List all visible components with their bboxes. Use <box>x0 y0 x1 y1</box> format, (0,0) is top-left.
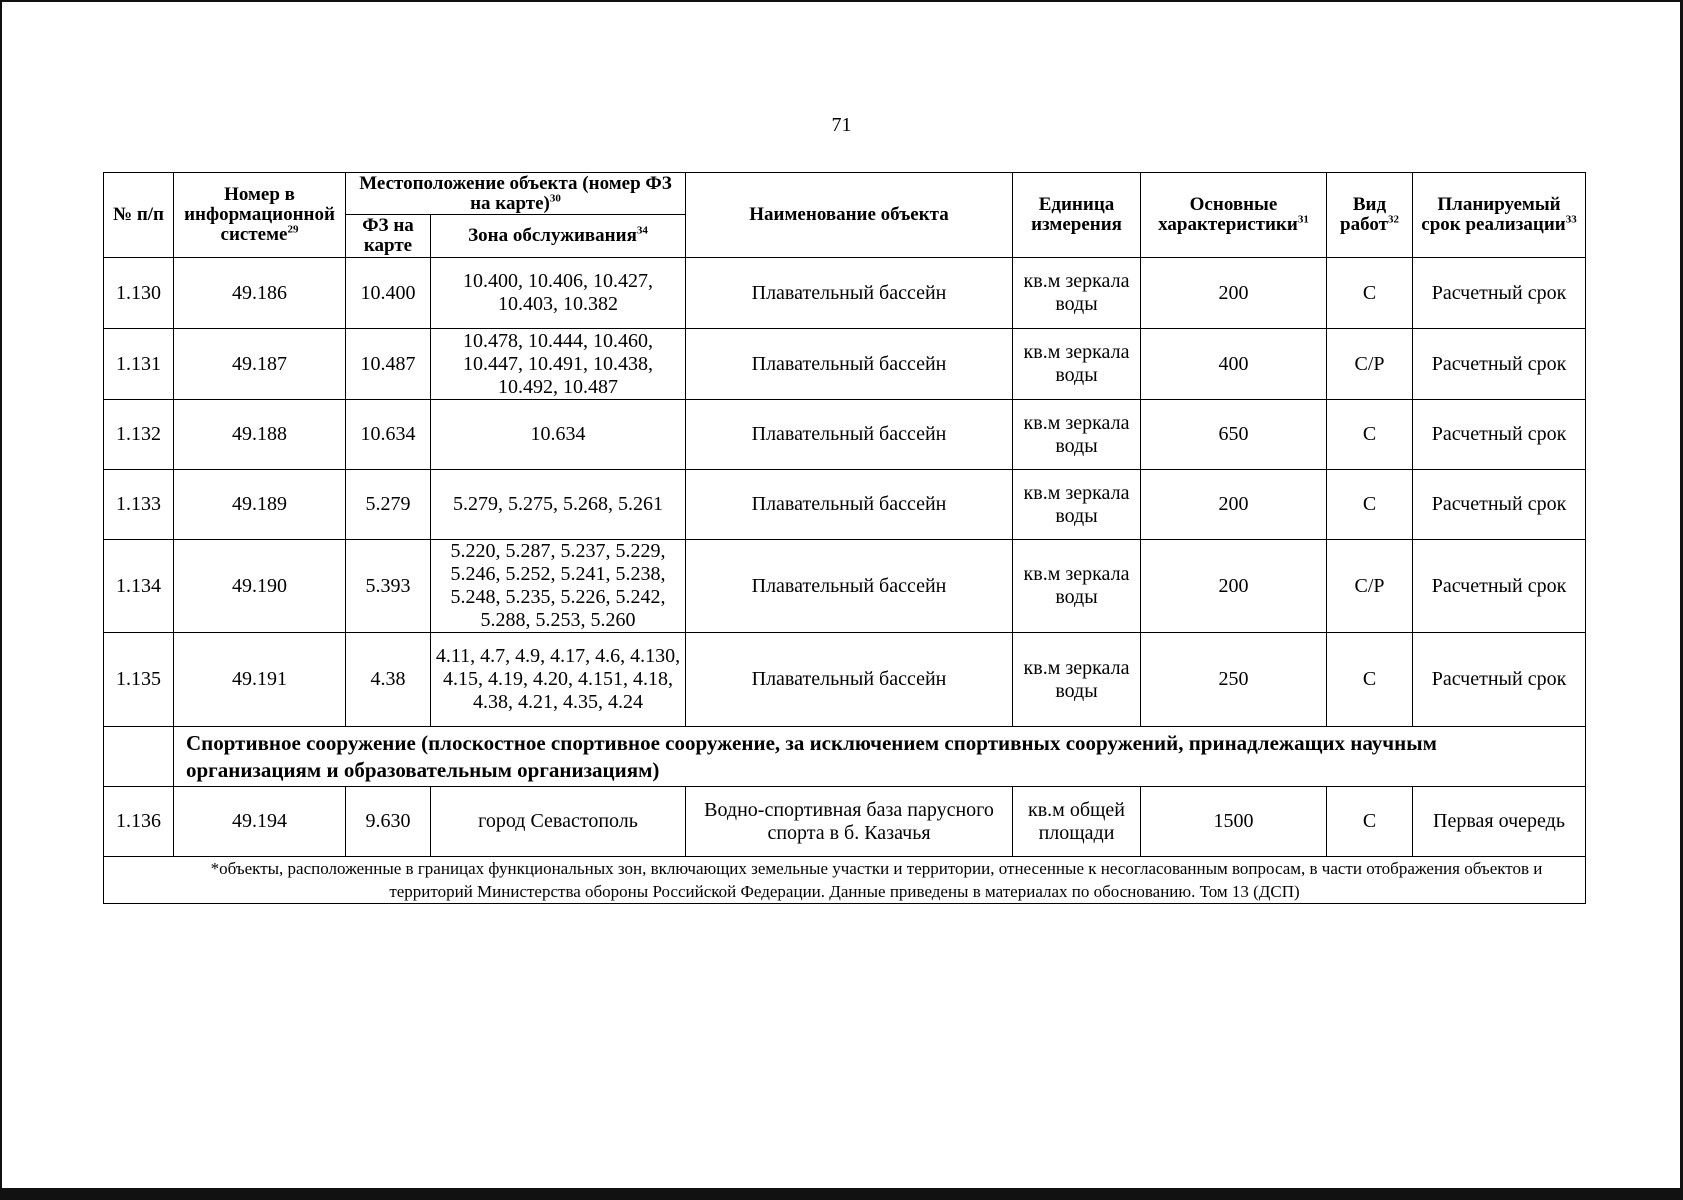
row-name: Плавательный бассейн <box>686 400 1013 470</box>
row-info-number: 49.191 <box>174 633 346 727</box>
row-zone: 10.400, 10.406, 10.427, 10.403, 10.382 <box>431 258 686 329</box>
table-row <box>104 329 1586 400</box>
row-fz: 4.38 <box>346 633 431 727</box>
row-name: Плавательный бассейн <box>686 470 1013 540</box>
table-row <box>104 787 1586 857</box>
row-name: Плавательный бассейн <box>686 258 1013 329</box>
row-num: 1.132 <box>104 400 174 470</box>
row-work-type: С <box>1327 787 1413 857</box>
row-info-number: 49.186 <box>174 258 346 329</box>
page-number: 71 <box>831 114 852 136</box>
scan-border-left <box>0 0 2 1200</box>
row-fz: 10.487 <box>346 329 431 400</box>
row-value: 400 <box>1141 329 1327 400</box>
header-fz: ФЗ на карте <box>346 215 431 258</box>
row-fz: 5.279 <box>346 470 431 540</box>
row-work-type: С <box>1327 258 1413 329</box>
row-term: Расчетный срок <box>1413 258 1586 329</box>
header-info-system: Номер в информационной системе$^{29}$ <box>174 173 346 258</box>
row-unit: кв.м зеркала воды <box>1013 633 1141 727</box>
row-zone: 5.220, 5.287, 5.237, 5.229, 5.246, 5.252, 5.241, 5.238, 5.248, 5.235, 5.226, 5.242, 5.288, 5.253, 5.260 <box>431 540 686 633</box>
row-zone: 10.478, 10.444, 10.460, 10.447, 10.491, 10.438, 10.492, 10.487 <box>431 329 686 400</box>
table-row <box>104 540 1586 633</box>
row-value: 250 <box>1141 633 1327 727</box>
section-empty-cell <box>104 727 174 787</box>
header-characteristics: Основные характеристики$^{31}$ <box>1141 173 1327 258</box>
row-fz: 10.400 <box>346 258 431 329</box>
row-num: 1.133 <box>104 470 174 540</box>
header-work-type: Вид работ$^{32}$ <box>1327 173 1413 258</box>
row-fz: 10.634 <box>346 400 431 470</box>
row-value: 1500 <box>1141 787 1327 857</box>
header-unit: Единица измерения <box>1013 173 1141 258</box>
row-term: Расчетный срок <box>1413 540 1586 633</box>
table-row <box>104 258 1586 329</box>
row-zone: 4.11, 4.7, 4.9, 4.17, 4.6, 4.130, 4.15, 4.19, 4.20, 4.151, 4.18, 4.38, 4.21, 4.35, 4.24 <box>431 633 686 727</box>
footnote <box>104 857 1586 904</box>
row-unit: кв.м зеркала воды <box>1013 329 1141 400</box>
row-work-type: С <box>1327 633 1413 727</box>
row-num: 1.130 <box>104 258 174 329</box>
header-name: Наименование объекта <box>686 173 1013 258</box>
row-value: 650 <box>1141 400 1327 470</box>
row-term: Расчетный срок <box>1413 633 1586 727</box>
row-term: Расчетный срок <box>1413 400 1586 470</box>
row-zone: 10.634 <box>431 400 686 470</box>
row-work-type: С <box>1327 470 1413 540</box>
row-fz: 5.393 <box>346 540 431 633</box>
header-zone: Зона обслуживания$^{34}$ <box>431 215 686 258</box>
table-row <box>104 633 1586 727</box>
row-num: 1.134 <box>104 540 174 633</box>
row-info-number: 49.189 <box>174 470 346 540</box>
row-num: 1.135 <box>104 633 174 727</box>
row-zone: город Севастополь <box>431 787 686 857</box>
header-location: Местоположение объекта (номер ФЗ на карте)$^{30}$ <box>346 173 686 215</box>
row-name: Плавательный бассейн <box>686 540 1013 633</box>
footnote-text: *объекты, расположенные в границах функциональных зон, включающих земельные участки и территории, отнесенные к несогласованным вопросам, в части отображения объектов и территорий Министерства обороны Российской Федерации. Данные приведены в материалах по обоснованию. Том 13 (ДСП) <box>210 859 1543 901</box>
row-value: 200 <box>1141 470 1327 540</box>
row-name: Водно-спортивная база парусного спорта в б. Казачья <box>686 787 1013 857</box>
row-work-type: С <box>1327 400 1413 470</box>
scan-border-bottom <box>0 1188 1683 1200</box>
row-work-type: С/Р <box>1327 540 1413 633</box>
row-fz: 9.630 <box>346 787 431 857</box>
table-row <box>104 400 1586 470</box>
section-header-row <box>104 727 1586 787</box>
footnote-row <box>104 857 1586 904</box>
row-value: 200 <box>1141 540 1327 633</box>
row-info-number: 49.190 <box>174 540 346 633</box>
row-unit: кв.м общей площади <box>1013 787 1141 857</box>
row-unit: кв.м зеркала воды <box>1013 400 1141 470</box>
row-unit: кв.м зеркала воды <box>1013 540 1141 633</box>
row-info-number: 49.194 <box>174 787 346 857</box>
row-num: 1.131 <box>104 329 174 400</box>
header-term: Планируемый срок реализации$^{33}$ <box>1413 173 1586 258</box>
row-value: 200 <box>1141 258 1327 329</box>
section-title: Спортивное сооружение (плоскостное спортивное сооружение, за исключением спортивных сооружений, принадлежащих научным организациям и образовательным организациям) <box>174 727 1586 787</box>
row-term: Расчетный срок <box>1413 329 1586 400</box>
row-term: Первая очередь <box>1413 787 1586 857</box>
row-num: 1.136 <box>104 787 174 857</box>
header-num: № п/п <box>104 173 174 258</box>
row-unit: кв.м зеркала воды <box>1013 258 1141 329</box>
row-name: Плавательный бассейн <box>686 633 1013 727</box>
row-info-number: 49.187 <box>174 329 346 400</box>
scan-border-top <box>0 0 1683 2</box>
row-unit: кв.м зеркала воды <box>1013 470 1141 540</box>
row-name: Плавательный бассейн <box>686 329 1013 400</box>
objects-table <box>103 172 1586 904</box>
row-term: Расчетный срок <box>1413 470 1586 540</box>
table-row <box>104 470 1586 540</box>
table-header <box>104 173 1586 258</box>
row-zone: 5.279, 5.275, 5.268, 5.261 <box>431 470 686 540</box>
row-work-type: С/Р <box>1327 329 1413 400</box>
row-info-number: 49.188 <box>174 400 346 470</box>
